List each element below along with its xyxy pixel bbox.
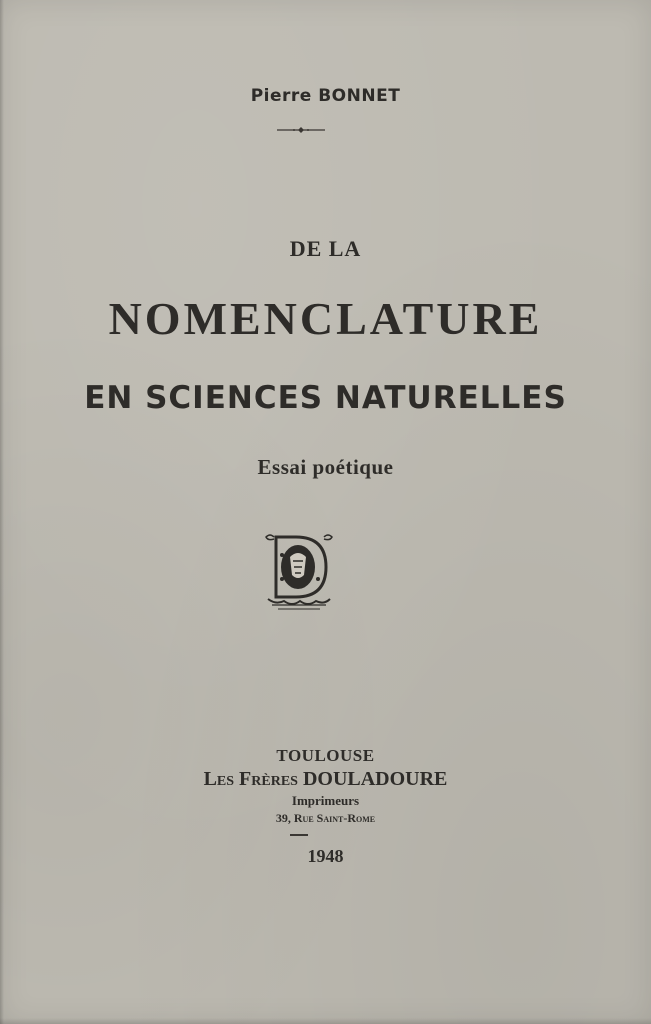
rule-ornament-icon [276,124,326,136]
author-name: Pierre BONNET [250,86,401,106]
imprint-publisher: Les Frères DOULADOURE [203,768,448,790]
divider [290,834,308,836]
imprint-address: 39, Rue Saint-Rome [275,811,376,825]
imprint-city: TOULOUSE [276,746,375,765]
subtitle: Essai poétique [257,455,394,479]
imprint-year: 1948 [307,846,344,866]
title-line-1: DE LA [289,236,362,261]
title-line-3: EN SCIENCES NATURELLES [84,380,567,416]
imprint-role: Imprimeurs [291,793,360,808]
page-edge-shadow [0,0,4,1024]
page-bottom-shadow [0,1018,651,1024]
title-main: NOMENCLATURE [108,293,543,344]
printer-emblem-icon [264,531,334,615]
